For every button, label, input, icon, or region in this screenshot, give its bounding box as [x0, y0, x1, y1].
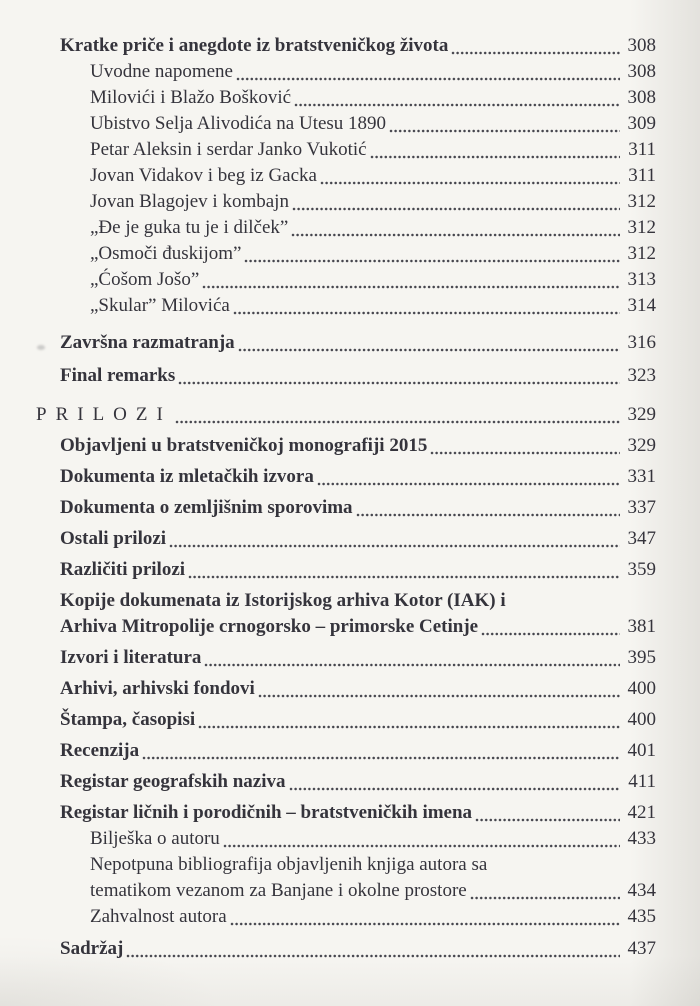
toc-entry [0, 329, 656, 356]
toc-entry [0, 494, 656, 521]
toc-entry-page-number: 421 [627, 802, 656, 823]
dot-leader [289, 787, 620, 791]
toc-entry-label: Objavljeni u bratstveničkoj monografiji 2015 [60, 435, 428, 456]
toc-entry [0, 737, 656, 764]
dot-leader [169, 544, 620, 548]
dot-leader [475, 818, 620, 822]
toc-entry-page-number: 312 [627, 191, 656, 212]
toc-entry-label: Zahvalnost autora [90, 906, 227, 927]
toc-entry-page-number: 395 [627, 647, 656, 668]
dot-leader [126, 954, 620, 958]
toc-entry [0, 706, 656, 733]
toc-entry-page-number: 434 [627, 880, 656, 901]
dot-leader [233, 311, 620, 315]
toc-entry-page-number: 311 [628, 139, 656, 160]
toc-entry-label: „Ćošom Jošo” [90, 269, 200, 290]
toc-entry-line2 [90, 878, 656, 904]
dot-leader [202, 285, 620, 289]
toc-entry [0, 799, 656, 826]
toc-entry-label: Registar ličnih i porodičnih – bratstveničkih imena [60, 802, 473, 823]
dot-leader [178, 381, 620, 385]
toc-entry [0, 826, 656, 852]
toc-entry-page-number: 433 [627, 828, 656, 849]
toc-entry-label: Jovan Blagojev i kombajn [90, 191, 289, 212]
dot-leader [258, 694, 620, 698]
toc-entry-page-number: 401 [627, 740, 656, 761]
toc-entry [0, 675, 656, 702]
dot-leader [356, 513, 620, 517]
toc-entry-page-number: 308 [627, 61, 656, 82]
toc-entry-page-number: 435 [627, 906, 656, 927]
dot-leader [204, 663, 620, 667]
toc-entry [0, 362, 656, 389]
dot-leader [223, 844, 620, 848]
toc-entry-label-continued: tematikom vezanom za Banjane i okolne prostore [90, 880, 467, 901]
toc-entry-label: Dokumenta iz mletačkih izvora [60, 466, 314, 487]
toc-entry [0, 935, 656, 962]
toc-entry-label: Izvori i literatura [60, 647, 202, 668]
toc-entry-page-number: 400 [627, 678, 656, 699]
toc-entry-page-number: 308 [627, 87, 656, 108]
toc-entry-label: Sadržaj [60, 938, 124, 959]
toc-entry-line1 [60, 588, 656, 614]
toc-entry-label: Jovan Vidakov i beg iz Gacka [90, 165, 317, 186]
toc-list [0, 32, 656, 962]
dot-leader [317, 482, 620, 486]
toc-entry-page-number: 309 [627, 113, 656, 134]
toc-entry-label: Bilješka o autoru [90, 828, 220, 849]
toc-entry-label: PRILOZI [36, 404, 172, 425]
toc-entry-label: „Đe je guka tu je i dilček” [90, 217, 289, 238]
toc-entry-label: Petar Aleksin i serdar Janko Vukotić [90, 139, 367, 160]
toc-entry-label: Uvodne napomene [90, 61, 233, 82]
toc-entry-page-number: 437 [627, 938, 656, 959]
toc-entry-page-number: 312 [627, 243, 656, 264]
toc-entry [0, 401, 656, 428]
dot-leader [198, 725, 620, 729]
toc-entry-label: Milovići i Blažo Bošković [90, 87, 292, 108]
toc-entry [0, 111, 656, 137]
toc-entry [0, 293, 656, 319]
toc-entry-label: Štampa, časopisi [60, 709, 196, 730]
toc-entry-page-number: 331 [627, 466, 656, 487]
toc-entry [0, 32, 656, 59]
toc-entry-page-number: 316 [627, 332, 656, 353]
toc-entry [0, 85, 656, 111]
toc-entry [0, 59, 656, 85]
toc-entry-label: Ubistvo Selja Alivodića na Utesu 1890 [90, 113, 387, 134]
toc-entry-page-number: 329 [627, 404, 656, 425]
toc-entry-label: „Skular” Milovića [90, 295, 230, 316]
dot-leader [320, 181, 620, 185]
toc-entry [0, 463, 656, 490]
dot-leader [291, 233, 620, 237]
dot-leader [236, 77, 620, 81]
scan-speck [37, 345, 45, 350]
toc-entry [0, 137, 656, 163]
dot-leader [142, 756, 620, 760]
dot-leader [230, 922, 620, 926]
toc-entry-label: Završna razmatranja [60, 332, 235, 353]
toc-entry [0, 432, 656, 459]
toc-entry [0, 644, 656, 671]
toc-entry-page-number: 400 [627, 709, 656, 730]
dot-leader [451, 51, 620, 55]
toc-entry-label-continued: Arhiva Mitropolije crnogorsko – primorske Cetinje [60, 616, 479, 637]
toc-entry-label: Kratke priče i anegdote iz bratstveničkog života [60, 35, 449, 56]
toc-entry [0, 556, 656, 583]
toc-entry-page-number: 347 [627, 528, 656, 549]
toc-entry-label: Ostali prilozi [60, 528, 167, 549]
toc-entry-label: Različiti prilozi [60, 559, 186, 580]
dot-leader [294, 103, 620, 107]
toc-entry-label: Final remarks [60, 365, 176, 386]
toc-entry [0, 163, 656, 189]
toc-entry-label: Kopije dokumenata iz Istorijskog arhiva Kotor (IAK) i [60, 590, 506, 611]
toc-entry [0, 215, 656, 241]
toc-entry [0, 768, 656, 795]
toc-entry-line1 [90, 852, 656, 878]
toc-entry-label: Recenzija [60, 740, 140, 761]
toc-entry-page-number: 337 [627, 497, 656, 518]
toc-entry [0, 241, 656, 267]
toc-entry [0, 588, 656, 640]
toc-entry [0, 189, 656, 215]
dot-leader [430, 451, 620, 455]
toc-entry [0, 852, 656, 904]
toc-entry-page-number: 311 [628, 165, 656, 186]
dot-leader [244, 259, 620, 263]
dot-leader [175, 420, 620, 424]
dot-leader [470, 896, 620, 900]
toc-entry-label: „Osmoči đuskijom” [90, 243, 242, 264]
toc-entry-page-number: 312 [627, 217, 656, 238]
toc-entry-page-number: 308 [627, 35, 656, 56]
toc-entry-page-number: 381 [627, 616, 656, 637]
toc-entry-page-number: 411 [628, 771, 656, 792]
toc-entry-page-number: 359 [627, 559, 656, 580]
toc-entry-label: Nepotpuna bibliografija objavljenih knjiga autora sa [90, 854, 488, 875]
dot-leader [188, 575, 620, 579]
toc-entry-page-number: 323 [627, 365, 656, 386]
toc-entry-label: Arhivi, arhivski fondovi [60, 678, 255, 699]
dot-leader [370, 155, 620, 159]
toc-entry [0, 267, 656, 293]
dot-leader [292, 207, 620, 211]
toc-entry-label: Dokumenta o zemljišnim sporovima [60, 497, 353, 518]
toc-entry [0, 904, 656, 930]
dot-leader [481, 632, 620, 636]
dot-leader [389, 129, 620, 133]
toc-entry-page-number: 313 [627, 269, 656, 290]
dot-leader [238, 348, 620, 352]
toc-entry-label: Registar geografskih naziva [60, 771, 286, 792]
toc-entry-line2 [60, 614, 656, 640]
toc-entry [0, 525, 656, 552]
toc-entry-page-number: 329 [627, 435, 656, 456]
toc-entry-page-number: 314 [627, 295, 656, 316]
